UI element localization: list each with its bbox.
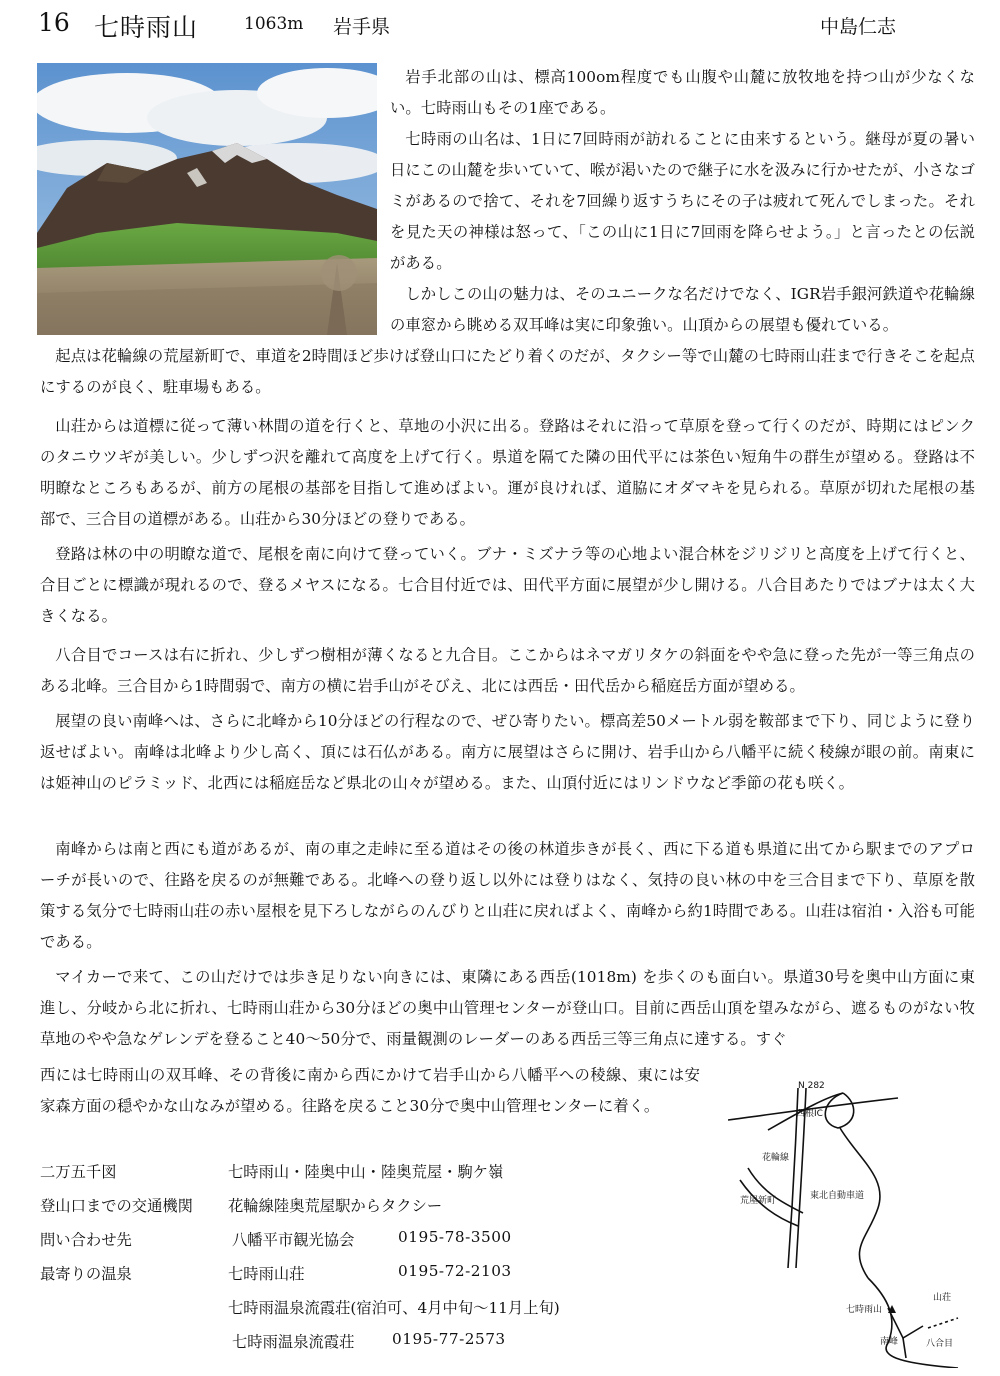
map-label-mountain: 七時雨山 [846, 1305, 883, 1315]
map-label-station2: 八合目 [926, 1339, 954, 1349]
info-value-contact: 八幡平市観光協会 [232, 1231, 355, 1249]
paragraph-8: 展望の良い南峰へは、さらに北峰から10分ほどの行程なので、ぜひ寄りたい。標高差50メートル弱を鞍部まで下り、同じように登り返せばよい。南峰は北峰より少し高く、頂には石仏がある。南方に展望はさらに開け、岩手山から八幡平に続く稜線が眼の前。南東には姫神山のピラミッド、北西には稲庭岳など県北の山々が望める。また、山頂付近にはリンドウなど季節の花も咲く。 [40, 712, 975, 792]
info-label-contact: 問い合わせ先 [40, 1231, 132, 1249]
map-label-line: 花輪線 [762, 1153, 790, 1163]
info-phone-onsen-3: 0195-77-2573 [392, 1330, 506, 1348]
paragraph-10: マイカーで来て、この山だけでは歩き足りない向きには、東隣にある西岳(1018m) を歩くのも面白い。県道30号を奥中山方面に東進し、分岐から北に折れ、七時雨山荘から30分ほどの奥中山管理センターが登山口。目前に西岳山頂を望みながら、遮るものがない牧草地のやや急なゲレンデを登ること40～50分で、雨量観測のレーダーのある西岳三等三角点に達する。すぐ [40, 968, 975, 1048]
paragraph-1: 岩手北部の山は、標高100om程度でも山腹や山麓に放牧地を持つ山が少なくない。七時雨山もその1座である。 [390, 68, 975, 117]
prefecture: 岩手県 [333, 16, 391, 38]
info-value-onsen-3: 七時雨温泉流霞荘 [232, 1333, 355, 1351]
map-label-hut: 山荘 [933, 1293, 952, 1303]
info-value-access: 花輪線陸奥荒屋駅からタクシー [228, 1197, 443, 1215]
map-road-lower [868, 1278, 958, 1368]
map-trail-dashed [928, 1318, 958, 1328]
info-phone-onsen-1: 0195-72-2103 [398, 1262, 512, 1280]
paragraph-7: 八合目でコースは右に折れ、少しずつ樹相が薄くなると九合目。ここからはネマガリタケの斜面をやや急に登った先が一等三角点のある北峰。三合目から1時間弱で、南方の横に岩手山がそびえ、北には西岳・田代岳から稲庭岳方面が望める。 [40, 646, 975, 695]
map-road-south [840, 1128, 880, 1278]
mountain-elevation: 1063m [244, 14, 304, 34]
map-label-peak: 南峰 [880, 1337, 899, 1347]
info-phone-contact: 0195-78-3500 [398, 1228, 512, 1246]
paragraph-3: しかしこの山の魅力は、そのユニークな名だけでなく、IGR岩手銀河鉄道や花輪線の車窓から眺める双耳峰は実に印象強い。山頂からの展望も優れている。 [390, 285, 975, 334]
map-label-station: 荒屋新町 [740, 1196, 777, 1206]
mountain-name: 七時雨山 [94, 13, 199, 42]
map-trail-2 [903, 1338, 906, 1358]
info-label-access: 登山口までの交通機関 [40, 1197, 193, 1215]
info-label-map: 二万五千図 [40, 1163, 117, 1181]
route-number: 16 [38, 8, 70, 37]
info-value-onsen-2: 七時雨温泉流霞荘(宿泊可、4月中旬～11月上旬) [228, 1299, 560, 1317]
info-label-onsen: 最寄りの温泉 [40, 1265, 132, 1283]
paragraph-4: 起点は花輪線の荒屋新町で、車道を2時間ほど歩けば登山口にたどり着くのだが、タクシー等で山麓の七時雨山荘まで行きそこを起点にするのが良く、駐車場もある。 [40, 347, 975, 396]
paragraph-6: 登路は林の中の明瞭な道で、尾根を南に向けて登っていく。ブナ・ミズナラ等の心地よい混合林をジリジリと高度を上げて行くと、合目ごとに標識が現れるので、登るメヤスになる。七合目付近では、田代平方面に展望が少し開ける。八合目あたりではブナは太く大きくなる。 [40, 545, 975, 625]
map-rail-1 [748, 1168, 803, 1213]
paragraph-9: 南峰からは南と西にも道があるが、南の車之走峠に至る道はその後の林道歩きが長く、西に下る道も県道に出てから駅までのアプローチが長いので、往路を戻るのが無難である。北峰への登り返し以外には登りはなく、気持の良い林の中を三合目まで下り、草原を散策する気分で七時雨山荘の赤い屋根を見下ろしながらのんびりと山荘に戻ればよく、南峰から約1時間である。山荘は宿泊・入浴も可能である。 [40, 840, 975, 951]
paragraph-11: 西には七時雨山の双耳峰、その背後に南から西にかけて岩手山から八幡平への稜線、東には安家森方面の穏やかな山なみが望める。往路を戻ること30分で奥中山管理センターに着く。 [40, 1066, 700, 1115]
map-label-ic: 西根IC [796, 1109, 823, 1119]
info-value-map: 七時雨山・陸奥中山・陸奥荒屋・駒ケ嶺 [228, 1163, 504, 1181]
route-map [728, 1068, 978, 1368]
page-header [38, 8, 970, 42]
author-name: 中島仁志 [820, 16, 897, 38]
paragraph-5: 山荘からは道標に従って薄い林間の道を行くと、草地の小沢に出る。登路はそれに沿って草原を登って行くのだが、時期にはピンクのタニウツギが美しい。少しずつ沢を離れて高度を上げて行く。県道を隔てた隣の田代平には茶色い短角牛の群生が望める。登路は不明瞭なところもあるが、前方の尾根の基部を目指して進めばよい。運が良ければ、道脇にオダマキを見られる。草原が切れた尾根の基部で、三合目の道標がある。山荘から30分ほどの登りである。 [40, 417, 975, 528]
map-label-road: 東北自動車道 [810, 1191, 865, 1201]
mountain-landscape-image [37, 63, 377, 335]
mountain-photo [37, 63, 377, 335]
map-label-top: N 282 [798, 1081, 825, 1091]
paragraph-2: 七時雨の山名は、1日に7回時雨が訪れることに由来するという。継母が夏の暑い日にこの山麓を歩いていて、喉が渇いたので継子に水を汲みに行かせたが、小さなゴミがあるので捨て、それを7回繰り返すうちにその子は疲れて死んでしまった。それを見た天の神様は怒って、「この山に1日に7回雨を降らせよう。」と言ったとの伝説がある。 [390, 130, 975, 272]
info-value-onsen-1: 七時雨山荘 [228, 1265, 305, 1283]
